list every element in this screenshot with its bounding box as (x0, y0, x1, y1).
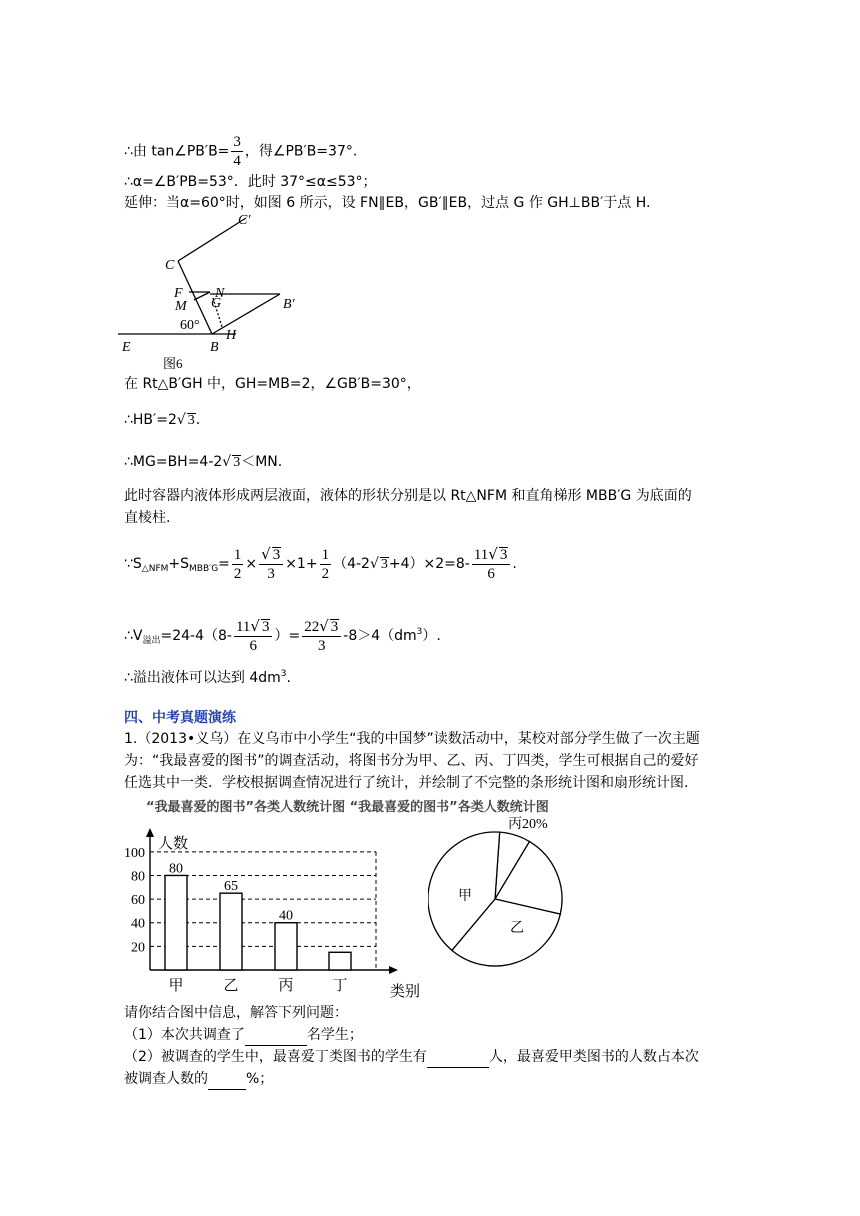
line-overflow: ∴溢出液体可以达到 $4dm^3$. (124, 669, 291, 686)
line-hb: ∴HB′=2√ 3. (124, 412, 201, 428)
x-axis-arrow (389, 966, 398, 974)
y-axis-label: 人数 (158, 836, 189, 852)
y-tick-label: 20 (131, 940, 145, 956)
figure-6 (118, 208, 318, 374)
line-tan: ∴由 tan∠PB′B= $\frac{3}{4}$ ，得∠PB′B=37°. (124, 134, 358, 169)
pie-chart (428, 808, 578, 998)
label-c-prime: C′ (238, 213, 251, 228)
label-angle: 60° (180, 318, 200, 333)
question-3: 被调查人数的 %； (124, 1069, 273, 1090)
line-area-sum: $\because S_{\triangle NFM}+S_{MBB'G}=$ $\frac{1}{2}$ × $\frac{√ 3}{3}$ ×1+ $\frac{1}{2}$ （4-2√ 3+4）×2=8- $\frac{11√ 3}{6}$ . (124, 545, 517, 582)
bar-chart (114, 820, 434, 1000)
x-tick-label: 乙 (223, 978, 239, 994)
x-tick-label: 丁 (332, 978, 348, 994)
pie-slice-label: 甲 (458, 889, 472, 904)
label-n: N (215, 286, 225, 301)
bar (220, 893, 242, 970)
problem-line-3: 任选其中一类．学校根据调查情况进行了统计，并绘制了不完整的条形统计图和扇形统计图. (124, 775, 689, 791)
bar (165, 875, 187, 970)
bar (329, 952, 351, 970)
answer-blank-1[interactable] (245, 1025, 307, 1046)
line-prism: 直棱柱. (124, 510, 171, 526)
y-tick-label: 60 (131, 893, 145, 909)
line-rt-triangle: 在 Rt△B′GH 中，GH=MB=2，∠GB′B=30°， (124, 376, 421, 392)
label-c: C (165, 258, 175, 273)
label-b: B (210, 340, 219, 355)
question-intro: 请你结合图中信息，解答下列问题： (124, 1005, 348, 1021)
line-liquid: 此时容器内液体形成两层液面，液体的形状分别是以 Rt△NFM 和直角梯形 MBB′G 为底面的 (124, 488, 692, 504)
bar (275, 923, 297, 970)
y-tick-label: 100 (124, 845, 145, 861)
pie-slice-label: 乙 (510, 921, 524, 936)
label-b-prime: B′ (283, 297, 295, 312)
x-tick-label: 甲 (168, 978, 184, 994)
section-heading: 四、中考真题演练 (124, 710, 236, 726)
fraction-3-4: $\frac{3}{4}$ (233, 134, 241, 169)
figure-6-caption: 图6 (163, 356, 183, 371)
pie-slice-label: 丙20% (508, 817, 548, 832)
bar-value-label: 65 (224, 879, 238, 895)
line-alpha: ∴α=∠B′PB=53°．此时 37°≤α≤53°； (124, 174, 377, 190)
question-1: （1）本次共调查了 名学生； (124, 1025, 363, 1046)
question-2: （2）被调查的学生中，最喜爱丁类图书的学生有 人，最喜爱甲类图书的人数占本次 (124, 1047, 699, 1068)
line-extension: 延伸：当α=60°时，如图 6 所示，设 FN∥EB，GB′∥EB，过点 G 作 GH⊥BB′于点 H. (124, 195, 651, 211)
label-h: H (226, 328, 237, 343)
problem-line-2: 为：“我最喜爱的图书”的调查活动，将图书分为甲、乙、丙、丁四类，学生可根据自己的爱好 (124, 753, 699, 769)
line-volume: $\therefore V_{溢出}=24-4(8-$ $\frac{11√ 3}{6}$ ）= $\frac{22√ 3}{3}$ $-8>4(dm^3)$. (124, 617, 441, 654)
bar-value-label: 80 (169, 861, 183, 877)
line-mg: ∴MG=BH=4-2√ 3＜MN. (124, 454, 283, 470)
x-axis-label: 类别 (390, 984, 421, 1000)
bar-value-label: 40 (279, 908, 293, 924)
label-m: M (175, 299, 187, 314)
label-e: E (122, 340, 131, 355)
label-f: F (174, 286, 183, 301)
answer-blank-2[interactable] (427, 1047, 489, 1068)
y-tick-label: 80 (131, 869, 145, 885)
label-g: G (211, 296, 222, 311)
charts-title: “我最喜爱的图书”各类人数统计图 “我最喜爱的图书”各类人数统计图 (146, 800, 549, 815)
x-tick-label: 丙 (278, 978, 294, 994)
answer-blank-3[interactable] (208, 1069, 246, 1090)
y-axis-arrow (146, 828, 154, 837)
y-tick-label: 40 (131, 916, 145, 932)
problem-line-1: 1.（2013•义乌）在义乌市中小学生“我的中国梦”读数活动中，某校对部分学生做了一次主题 (124, 731, 700, 747)
